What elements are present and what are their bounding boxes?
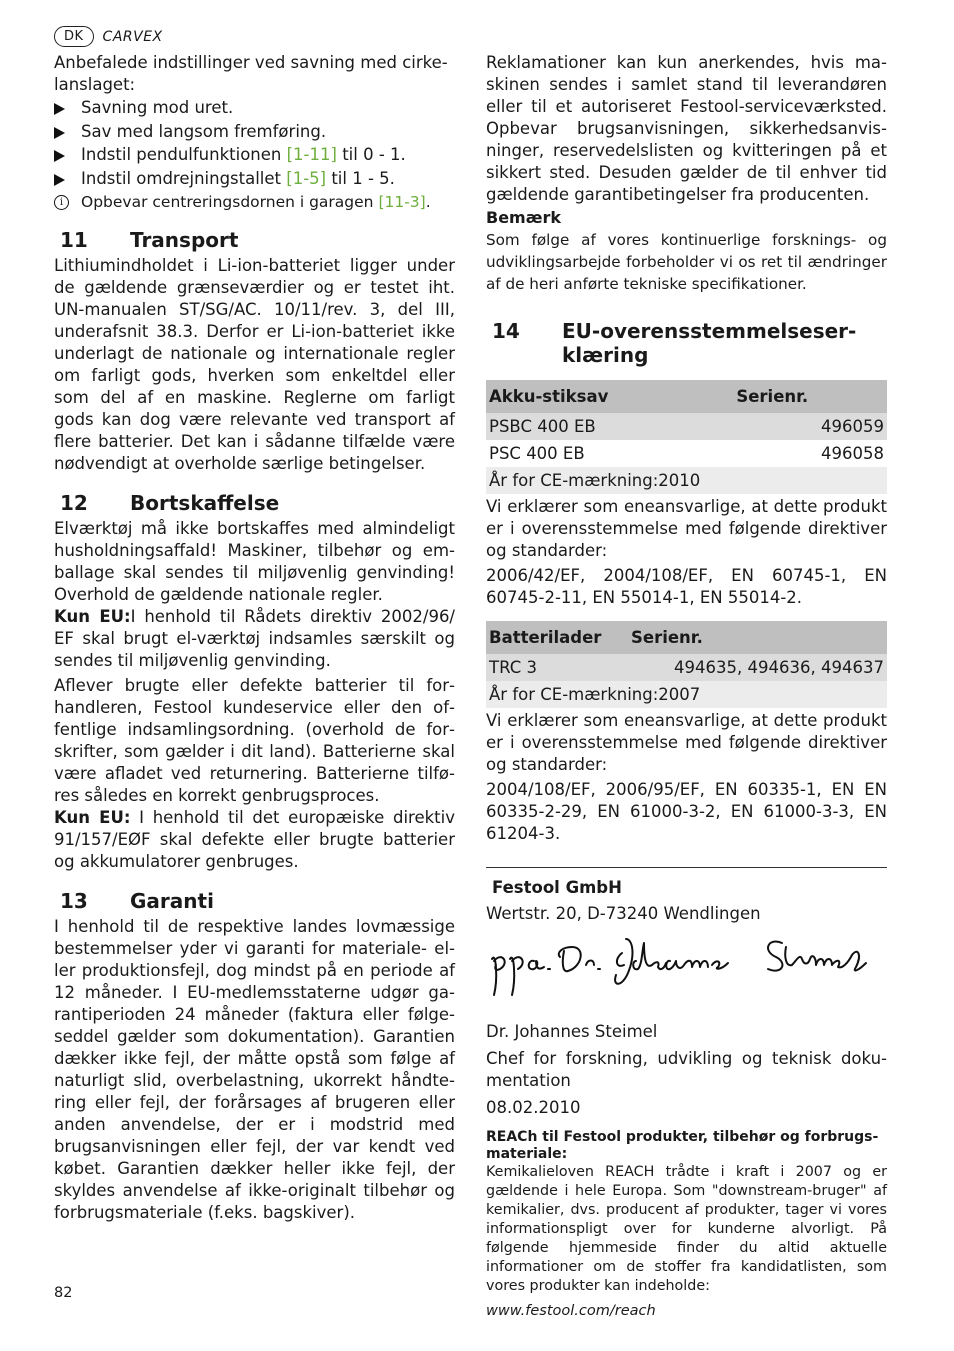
declaration-text-1: Vi erklærer som eneansvarlige, at dette produkt er i overensstemmelse med følgende direktiver og standarder:: [486, 497, 887, 560]
disposal-text-2-body: I henhold til Rådets direktiv 2002/96/ EF skal brugt el-værktøj indsamles særskilt og sendes til miljøvenlig genvinding.: [54, 607, 455, 670]
settings-list: [54, 96, 455, 190]
list-item: [54, 167, 455, 191]
list-item-text: Savning mod uret.: [81, 98, 234, 117]
table-cell-serial: 494635, 494636, 494637: [628, 654, 887, 681]
table-cell-serial: 496059: [733, 413, 887, 440]
list-item-text: Sav med langsom fremføring.: [81, 121, 327, 141]
product-serial-table: [486, 380, 887, 494]
note-text: Som følge af vores kontinuerlige forsknings- og udviklingsarbejde forbeholder vi os ret til ændringer af de heri anførte tekniske specifikationer.: [486, 231, 887, 293]
table-cell-product: PSC 400 EB: [486, 440, 733, 467]
table-row: [486, 440, 887, 467]
list-item-tail: til 1 - 5.: [326, 168, 395, 188]
standards-text-2: 2004/108/EF, 2006/95/EF, EN 60335-1, EN EN 60335-2-29, EN 61000-3-2, EN 61000-3-3, EN 61204-3.: [486, 780, 887, 843]
table-header-serial: Serienr.: [733, 380, 887, 413]
section-title: EU-overensstemmelseserklæring: [562, 319, 857, 367]
table-header-product: Akku-stiksav: [486, 380, 733, 413]
note-text: Opbevar centreringsdornen i garagen: [81, 193, 379, 211]
list-item-tail: til 0 - 1.: [336, 145, 406, 164]
reach-text: Kemikalieloven REACH trådte i kraft i 2007 og er gældende i hele Europa. Som "downstream-bruger" af kemikalier, dvs. producent af produkter, tager vi vores informationspligt over for kunderne alvorligt. På følgende hjemmeside finder du altid aktuelle informationer om de stoffer fra kandidatlisten, som vores produkter kan indeholde:: [486, 1164, 887, 1294]
section-number: 13: [60, 889, 88, 913]
list-item-text: Indstil omdrejningstallet: [81, 168, 287, 188]
info-note: [54, 190, 455, 214]
signatory-role: Chef for forskning, udvikling og teknisk dokumentation: [486, 1049, 887, 1090]
disposal-text-4: [54, 807, 455, 873]
warranty-text: I henhold til de respektive landes lovmæssige bestemmelser yder vi garanti for materiale- eller produktionsfejl, dog mindst på en periode af 12 måneder. I EU-medlemsstaterne udgør garantiperioden 24 måneder (faktura eller følgeseddel gælder som dokumentation). Garantien dækker ikke fejl, der måtte opstå som følge af naturligt slid, overbelastning, ukorrekt håndtering eller fejl, der forårsages af brugeren eller anden anvendelse, der er i modstrid med brugsanvisningen eller fejl, der var kendt ved købet. Garantien dækker heller ikke fejl, der skyldes anvendelse af ikke-originalt tilbehør og forbrugsmateriale (f.eks. bagskiver).: [54, 917, 455, 1222]
table-cell-product: TRC 3: [486, 654, 628, 681]
table-header-serial: Serienr.: [628, 621, 887, 654]
company-name: Festool GmbH: [492, 878, 622, 897]
bullet-triangle-icon: [54, 127, 65, 139]
right-column: [486, 52, 887, 1322]
reach-heading: REACh til Festool produkter, tilbehør og forbrugsmateriale:: [486, 1129, 879, 1162]
declaration-date: 08.02.2010: [486, 1098, 581, 1117]
table-cell-ce-year: År for CE-mærkning:2007: [486, 681, 887, 708]
section-number: 12: [60, 491, 88, 515]
section-title: Garanti: [130, 889, 214, 913]
page-number: 82: [54, 1285, 73, 1301]
table-row: [486, 681, 887, 708]
section-heading-disposal: [54, 491, 455, 515]
disposal-text-3: Aflever brugte eller defekte batterier til forhandleren, Festool kundeservice eller den offentlige indsamlingsordning. (overhold de forskrifter, som gælder i dit land). Batterierne skal være afladet ved returnering. Batterierne tilføres således en korrekt genbrugsproces.: [54, 676, 455, 805]
left-column: [54, 52, 455, 1224]
table-header-product: Batterilader: [486, 621, 628, 654]
figure-ref: [11-3]: [378, 193, 426, 211]
note-tail: .: [425, 193, 431, 211]
disposal-text-4-body: I henhold til det europæiske direktiv 91/157/EØF skal defekte eller brugte batterier og akkumulatorer genbruges.: [54, 808, 455, 871]
bullet-triangle-icon: [54, 174, 65, 186]
claims-text: Reklamationer kan kun anerkendes, hvis maskinen sendes i samlet stand til leverandøren eller til et autoriseret Festool-serviceværksted. Opbevar brugsanvisningen, sikkerhedsanvisninger, reservedelslisten og kvitteringen på et sikkert sted. Desuden gælder de til enhver tid gældende garantibetingelser fra producenten.: [486, 53, 887, 204]
section-heading-warranty: [54, 889, 455, 913]
note-heading: Bemærk: [486, 208, 562, 227]
figure-ref: [1-11]: [286, 145, 337, 164]
model-name: CARVEX: [102, 28, 163, 45]
section-title: Bortskaffelse: [130, 491, 280, 515]
list-item-text: Indstil pendulfunktionen: [81, 145, 287, 164]
page-header: [54, 26, 163, 47]
eu-label: Kun EU:: [54, 808, 131, 827]
table-cell-ce-year: År for CE-mærkning:2010: [486, 467, 887, 494]
bullet-triangle-icon: [54, 103, 65, 115]
divider: [486, 867, 887, 868]
info-icon: i: [54, 195, 69, 210]
company-address: Wertstr. 20, D-73240 Wendlingen: [486, 904, 761, 923]
table-row: [486, 467, 887, 494]
language-badge: DK: [54, 26, 94, 47]
eu-label: Kun EU:: [54, 607, 131, 626]
section-title: Transport: [130, 228, 239, 252]
section-number: 14: [492, 319, 520, 343]
intro-text: Anbefalede indstillinger ved savning med cirkelanslaget:: [54, 53, 448, 94]
transport-text: Lithiumindholdet i Li-ion-batteriet ligger under de gældende grænseværdier og er testet iht. UN-manualen ST/SG/AC. 10/11/rev. 3, del III, underafsnit 38.3. Derfor er Li-ion-batteriet ikke underlagt de nationale og internationale regler om farligt gods, hverken som enkeltdel eller som del af en maskine. Reglerne om farligt gods kan dog være relevante ved transport af flere batterier. Det kan i sådanne tilfælde være nødvendigt at overholde særlige betingelser.: [54, 256, 455, 473]
charger-serial-table: [486, 621, 887, 708]
list-item: [54, 143, 455, 167]
signatory-name: Dr. Johannes Steimel: [486, 1022, 658, 1041]
standards-text-1: 2006/42/EF, 2004/108/EF, EN 60745-1, EN 60745-2-11, EN 55014-1, EN 55014-2.: [486, 566, 887, 607]
table-row: [486, 413, 887, 440]
reach-link[interactable]: www.festool.com/reach: [486, 1303, 656, 1319]
section-heading-transport: [54, 228, 455, 252]
section-heading-declaration: [486, 319, 887, 367]
figure-ref: [1-5]: [286, 168, 327, 188]
section-number: 11: [60, 228, 88, 252]
list-item: [54, 96, 455, 120]
disposal-text-2: [54, 606, 455, 672]
declaration-text-2: Vi erklærer som eneansvarlige, at dette produkt er i overensstemmelse med følgende direktiver og standarder:: [486, 711, 887, 774]
disposal-text-1: Elværktøj må ikke bortskaffes med almindeligt husholdningsaffald! Maskiner, tilbehør og emballage skal sendes til miljøvenlig genvinding! Overhold de gældende nationale regler.: [54, 519, 455, 604]
table-cell-product: PSBC 400 EB: [486, 413, 733, 440]
table-row: [486, 654, 887, 681]
list-item: [54, 120, 455, 144]
signature: [486, 929, 887, 1009]
bullet-triangle-icon: [54, 150, 65, 162]
table-cell-serial: 496058: [733, 440, 887, 467]
